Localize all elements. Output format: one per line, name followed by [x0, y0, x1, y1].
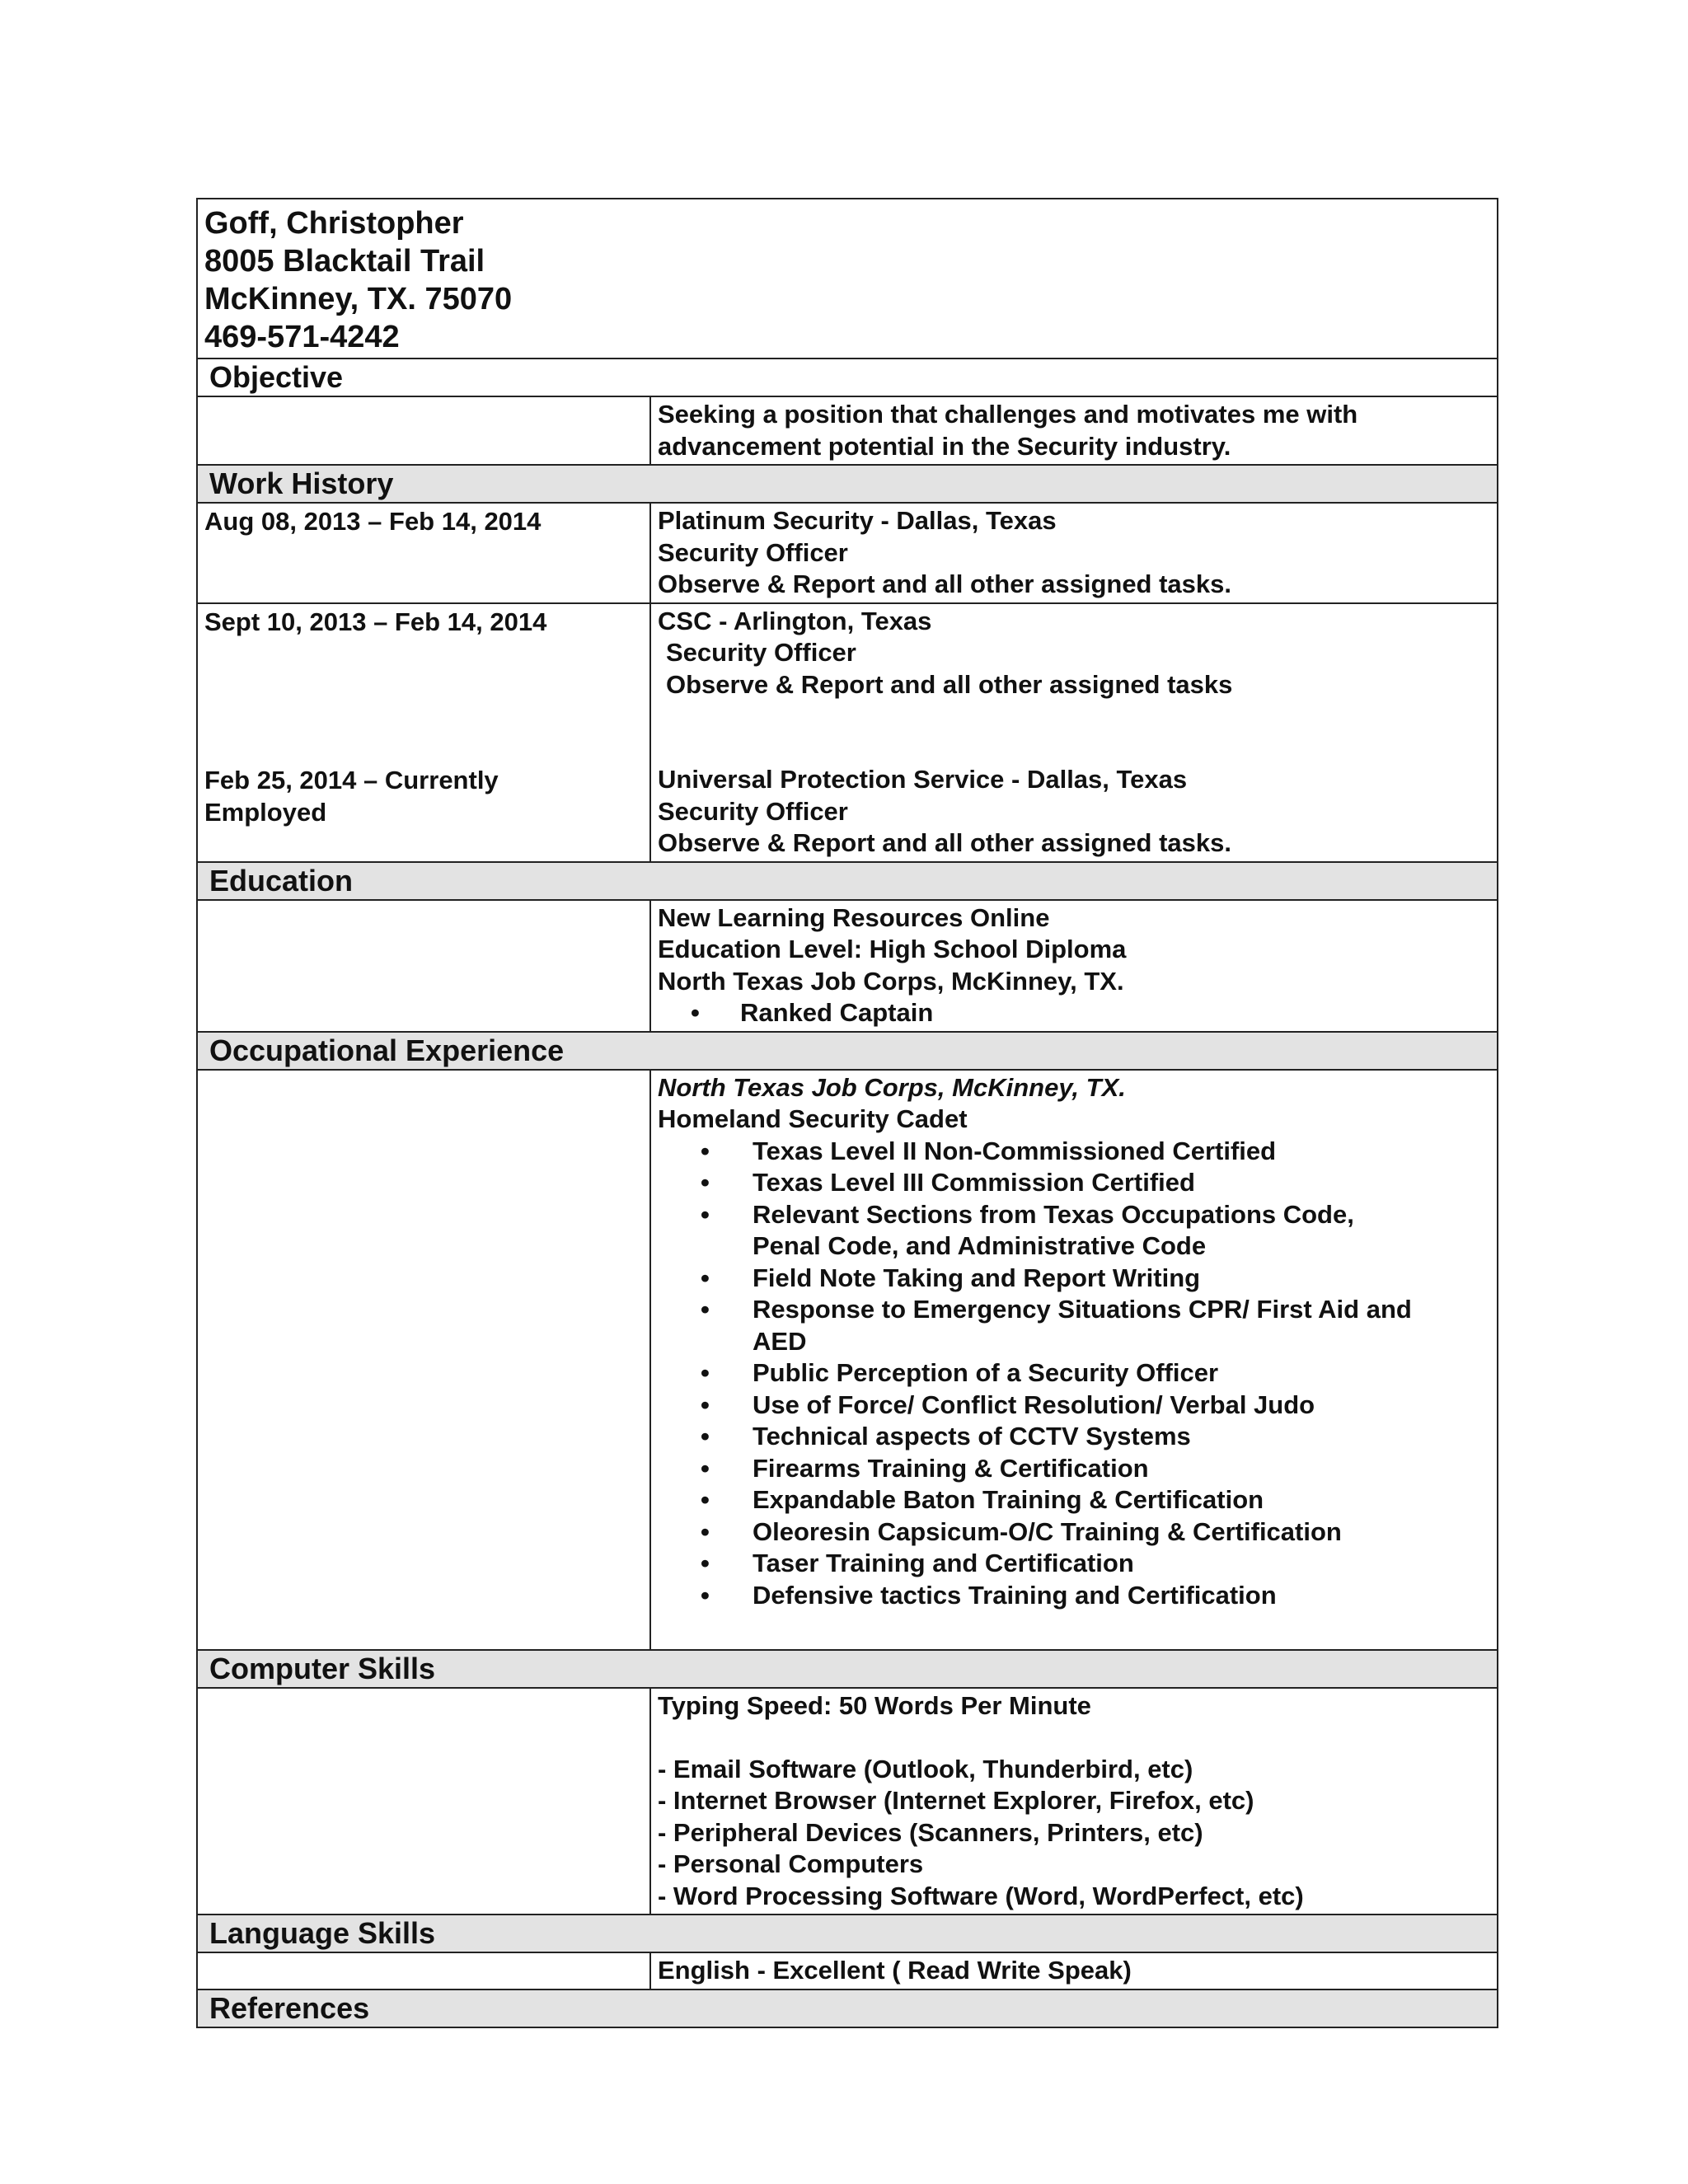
job-position: Security Officer	[666, 638, 856, 667]
job-dates-text: Employed	[204, 797, 327, 827]
section-title-objective: Objective	[197, 359, 1498, 396]
resume-table	[196, 198, 1498, 2028]
occupational-item: • Response to Emergency Situations CPR/ First Aid and	[658, 1294, 1490, 1326]
city-state-zip: McKinney, TX. 75070	[204, 282, 513, 316]
occupational-row	[197, 1070, 1498, 1651]
computer-left-cell	[197, 1688, 650, 1915]
bullet-icon: •	[691, 998, 700, 1027]
computer-header-row	[197, 1650, 1498, 1688]
section-title-computer-skills: Computer Skills	[197, 1650, 1498, 1688]
job-dates	[197, 603, 650, 862]
education-details	[650, 900, 1498, 1032]
occupational-details	[650, 1070, 1498, 1651]
bullet-icon: •	[701, 1390, 710, 1419]
occupational-item: • Oleoresin Capsicum-O/C Training & Certification	[658, 1516, 1490, 1549]
job-position: Security Officer	[658, 796, 848, 826]
job-row	[197, 603, 1498, 862]
contact-header-row	[197, 199, 1498, 359]
section-title-education: Education	[197, 862, 1498, 900]
occupational-org: North Texas Job Corps, McKinney, TX.	[658, 1072, 1126, 1102]
computer-skill-item: - Word Processing Software (Word, WordPerfect, etc)	[658, 1881, 1304, 1910]
occupational-role: Homeland Security Cadet	[658, 1104, 968, 1133]
job-details	[650, 503, 1498, 603]
computer-skill-item: - Peripheral Devices (Scanners, Printers, etc)	[658, 1817, 1203, 1847]
bullet-icon: •	[701, 1358, 710, 1387]
occupational-item-continuation: AED	[753, 1326, 807, 1356]
bullet-icon: •	[701, 1485, 710, 1514]
occupational-item: • Technical aspects of CCTV Systems	[658, 1421, 1490, 1453]
job-dates-text: Sept 10, 2013 – Feb 14, 2014	[204, 607, 547, 636]
job-dates-text: Aug 08, 2013 – Feb 14, 2014	[204, 507, 542, 536]
section-title-references: References	[197, 1990, 1498, 2027]
education-line: North Texas Job Corps, McKinney, TX.	[658, 966, 1124, 996]
job-details	[650, 603, 1498, 862]
references-header-row	[197, 1990, 1498, 2027]
language-header-row	[197, 1915, 1498, 1952]
bullet-icon: •	[701, 1516, 710, 1546]
job-dates-text: Feb 25, 2014 – Currently	[204, 765, 499, 794]
language-item: English - Excellent ( Read Write Speak)	[658, 1956, 1132, 1985]
language-details	[650, 1952, 1498, 1990]
job-duties: Observe & Report and all other assigned tasks	[666, 669, 1233, 699]
job-duties: Observe & Report and all other assigned tasks.	[658, 828, 1232, 857]
occupational-item: • Relevant Sections from Texas Occupations Code,	[658, 1199, 1490, 1231]
job-employer: Platinum Security - Dallas, Texas	[658, 506, 1057, 535]
contact-header	[197, 199, 1498, 359]
occupational-item: • Texas Level III Commission Certified	[658, 1167, 1490, 1199]
bullet-icon: •	[701, 1263, 710, 1292]
job-employer: CSC - Arlington, Texas	[658, 606, 932, 635]
occupational-item: • Field Note Taking and Report Writing	[658, 1263, 1490, 1295]
objective-text	[650, 396, 1498, 465]
occupational-item: • Public Perception of a Security Officer	[658, 1357, 1490, 1390]
typing-speed: Typing Speed: 50 Words Per Minute	[658, 1691, 1091, 1720]
work-history-header-row	[197, 465, 1498, 503]
education-line: Education Level: High School Diploma	[658, 935, 1127, 963]
language-left-cell	[197, 1952, 650, 1990]
occupational-item: • Firearms Training & Certification	[658, 1453, 1490, 1485]
bullet-icon: •	[701, 1168, 710, 1197]
occupational-header-row	[197, 1032, 1498, 1070]
phone-number: 469-571-4242	[204, 320, 400, 354]
bullet-icon: •	[701, 1549, 710, 1577]
computer-row	[197, 1688, 1498, 1915]
education-row	[197, 900, 1498, 1032]
occupational-item: • Texas Level II Non-Commissioned Certified	[658, 1136, 1490, 1168]
objective-header-row	[197, 359, 1498, 396]
bullet-icon: •	[701, 1453, 710, 1483]
bullet-icon: •	[701, 1136, 710, 1165]
occupational-item: • Use of Force/ Conflict Resolution/ Verbal Judo	[658, 1390, 1490, 1422]
occupational-item-continuation: Penal Code, and Administrative Code	[753, 1231, 1207, 1260]
objective-line: advancement potential in the Security industry.	[658, 431, 1231, 461]
job-employer: Universal Protection Service - Dallas, Texas	[658, 765, 1188, 794]
objective-line: Seeking a position that challenges and motivates me with	[658, 400, 1358, 429]
job-duties: Observe & Report and all other assigned tasks.	[658, 569, 1232, 598]
education-line: New Learning Resources Online	[658, 902, 1050, 932]
education-left-cell	[197, 900, 650, 1032]
job-dates	[197, 503, 650, 603]
candidate-name: Goff, Christopher	[204, 206, 464, 241]
section-title-language-skills: Language Skills	[197, 1915, 1498, 1952]
bullet-icon: •	[701, 1580, 710, 1610]
objective-row	[197, 396, 1498, 465]
objective-left-cell	[197, 396, 650, 465]
bullet-icon: •	[701, 1295, 710, 1324]
education-bullet-item	[658, 997, 1490, 1029]
occupational-left-cell	[197, 1070, 650, 1651]
bullet-icon: •	[701, 1199, 710, 1229]
computer-details	[650, 1688, 1498, 1915]
language-row	[197, 1952, 1498, 1990]
occupational-item: • Expandable Baton Training & Certification	[658, 1484, 1490, 1516]
street-address: 8005 Blacktail Trail	[204, 244, 485, 279]
bullet-icon: •	[701, 1422, 710, 1451]
bullet-text: Ranked Captain	[740, 998, 934, 1027]
education-header-row	[197, 862, 1498, 900]
resume-document	[196, 198, 1498, 2028]
job-row	[197, 503, 1498, 603]
job-position: Security Officer	[658, 537, 848, 567]
computer-skill-item: - Personal Computers	[658, 1849, 924, 1878]
computer-skill-item: - Internet Browser (Internet Explorer, Firefox, etc)	[658, 1786, 1254, 1815]
section-title-work-history: Work History	[197, 465, 1498, 503]
computer-skill-item: - Email Software (Outlook, Thunderbird, etc)	[658, 1754, 1193, 1783]
occupational-item: • Defensive tactics Training and Certification	[658, 1580, 1490, 1612]
section-title-occupational: Occupational Experience	[197, 1032, 1498, 1070]
occupational-item: • Taser Training and Certification	[658, 1548, 1490, 1580]
